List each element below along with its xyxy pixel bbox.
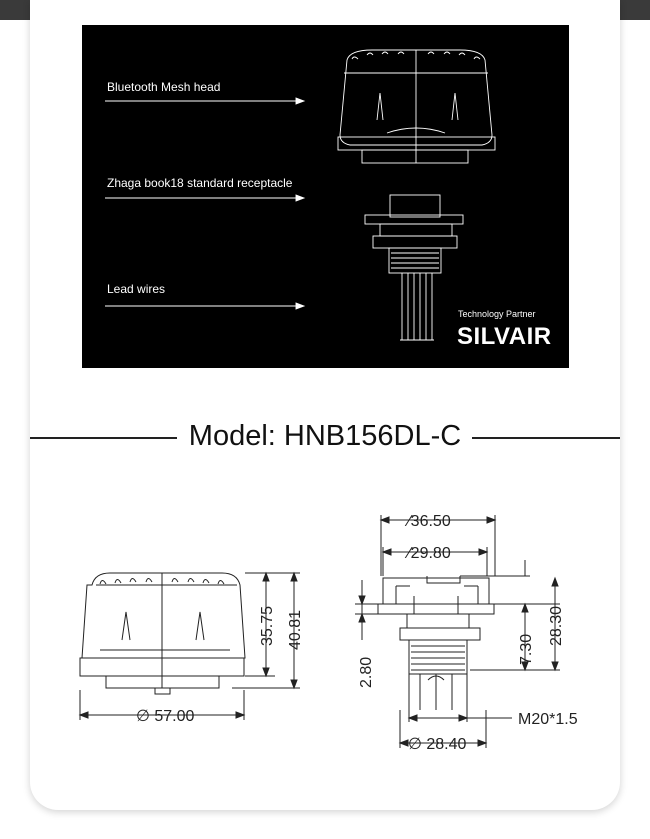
left-view-head: [80, 573, 245, 694]
arrow-40-81-top: [291, 573, 297, 581]
arrow-28-30-top: [552, 578, 558, 586]
right-view-receptacle: [378, 576, 494, 710]
arrow-28-40-right: [478, 740, 486, 746]
dim-label-28-30: 28.30: [548, 605, 565, 646]
arrow-28-30-bottom: [552, 662, 558, 670]
label-bluetooth-mesh-head: Bluetooth Mesh head: [107, 80, 221, 94]
dim-label-40-81: 40.81: [287, 609, 304, 650]
arrow-diameter-57-left: [80, 712, 88, 718]
partner-logo: SILVAIR: [457, 323, 552, 350]
arrow-36-50-left: [381, 517, 389, 523]
dim-label-35-75: 35.75: [259, 605, 276, 646]
arrow-35-75-bottom: [263, 668, 269, 676]
model-title: Model: HNB156DL-C: [179, 420, 471, 452]
label-zhaga-receptacle: Zhaga book18 standard receptacle: [107, 176, 293, 190]
arrow-35-75-top: [263, 573, 269, 581]
arrow-diameter-57-right: [236, 712, 244, 718]
label-lead-wires: Lead wires: [107, 282, 166, 296]
arrow-28-40-left: [400, 740, 408, 746]
dim-label-28-40: ∅ 28.40: [408, 736, 467, 753]
arrow-40-81-bottom: [291, 680, 297, 688]
partner-caption: Technology Partner: [458, 309, 536, 319]
arrow-36-50-right: [487, 517, 495, 523]
dim-label-7-30: 7.30: [518, 633, 535, 665]
arrow-7-30-top: [522, 604, 528, 612]
arrow-2-80-top: [359, 596, 365, 604]
dim-label-2-80: 2.80: [358, 656, 375, 688]
arrow-2-80-bottom: [359, 614, 365, 622]
dim-label-57-00: ∅ 57.00: [136, 708, 195, 725]
arrow-m20-left: [409, 715, 417, 721]
arrow-29-80-left: [383, 549, 391, 555]
dim-label-29-80: ∕29.80: [408, 545, 451, 562]
arrow-m20-right: [459, 715, 467, 721]
dim-label-m20: M20*1.5: [518, 711, 578, 728]
arrow-29-80-right: [479, 549, 487, 555]
dim-label-36-50: ∕36.50: [408, 513, 451, 530]
